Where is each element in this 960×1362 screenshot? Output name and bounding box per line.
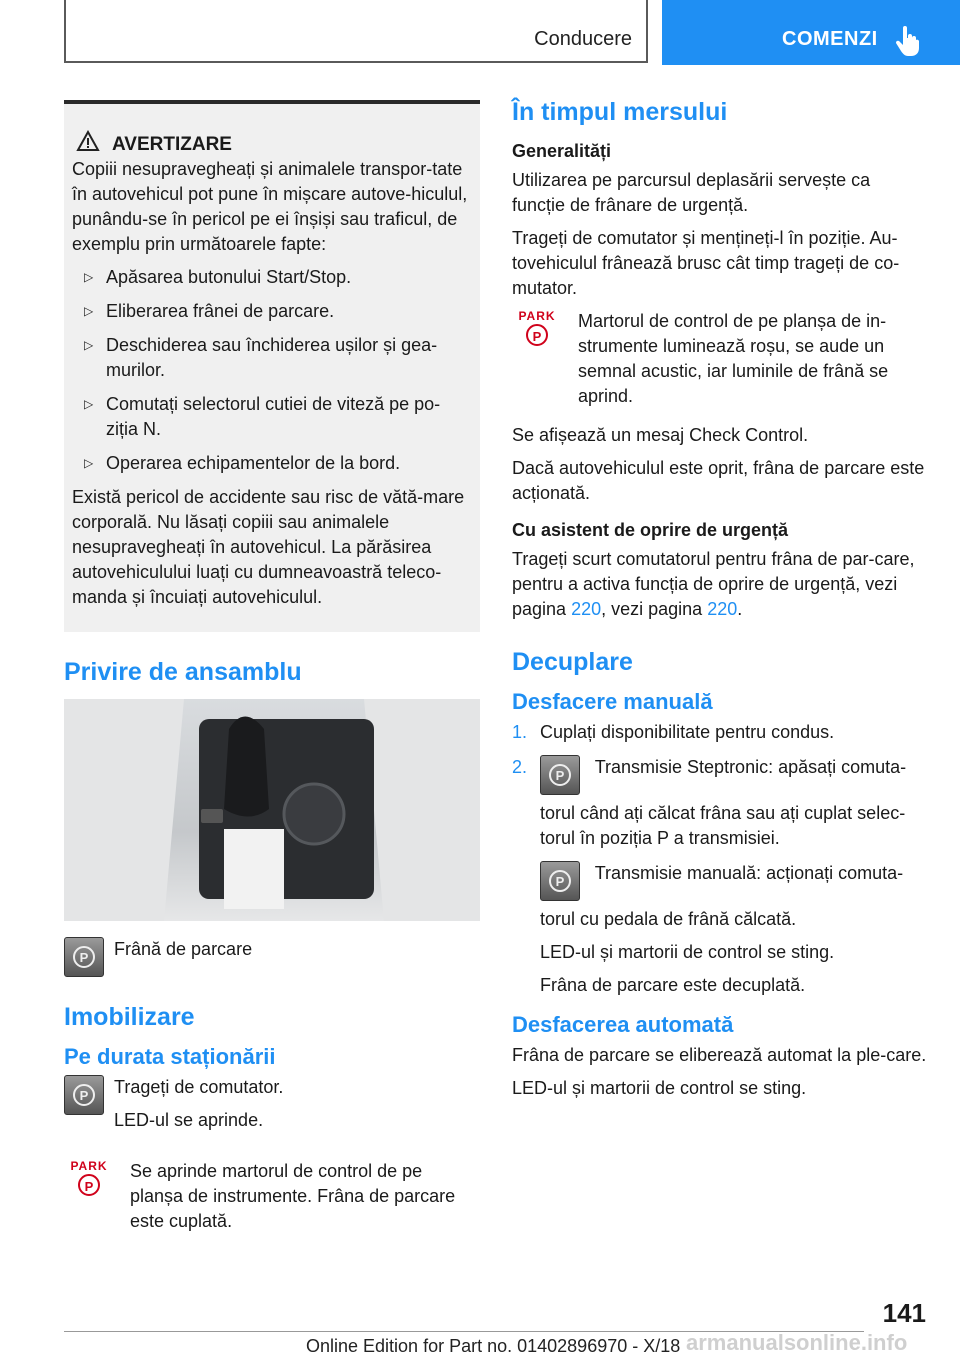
step2c-text: LED-ul și martorii de control se sting. [540,942,835,962]
park-warning-icon: PARK P [518,309,556,344]
release-heading: Decuplare [512,648,633,676]
park-warning-icon: PARK P [70,1159,108,1194]
list-item: ▷ Eliberarea frânei de parcare. [72,299,472,324]
parking-brake-button-icon: P [64,1075,104,1115]
parking-brake-button-icon: P [540,755,580,795]
list-item: ▷ Operarea echipamentelor de la bord. [72,451,472,476]
page-link[interactable]: 220 [707,599,738,619]
warning-title [112,132,472,157]
warning-list [72,265,472,476]
warning-title-text: AVERTIZARE [112,134,232,155]
pull-text: Trageți de comutator. [114,1077,284,1097]
list-item: ▷ Deschiderea sau închiderea ușilor și gea-murilor. [72,333,472,383]
list-item: ▷ Apăsarea butonului Start/Stop. [72,265,472,290]
pull-row [64,1075,480,1141]
manual-release-title: Desfacere manuală [512,689,713,714]
driving-p4: Dacă autovehiculul este oprit, frâna de parcare este acționată. [512,458,925,503]
warning-triangle-icon [76,130,100,152]
warning-box [64,100,480,632]
driving-park-text: Martorul de control de pe planșa de in-strumente luminează roșu, se aude un semnal acustic, iar luminile de frână se aprind. [578,311,889,406]
immobilize-heading: Imobilizare [64,1003,195,1031]
parking-brake-button-icon: P [64,937,104,977]
step2b-text: Transmisie manuală: acționați comuta-torul cu pedala de frână călcată. [540,863,904,929]
section-label: Conducere [534,28,632,50]
right-column [512,100,928,1109]
manual-transmission-block [512,861,928,998]
park-indicator-text: Se aprinde martorul de control de pe planșa de instrumente. Frâna de parcare este cuplată. [130,1161,456,1231]
watermark: armanualsonline.info [686,1330,908,1355]
step2d-text: Frâna de parcare este decuplată. [540,975,806,995]
driving-p2: Trageți de comutator și mențineți-l în poziție. Au-tovehiculul frânează brusc cât timp trageți de co-mutator. [512,228,900,298]
list-item: 1. Cuplați disponibilitate pentru condus. [512,722,835,742]
driving-p1: Utilizarea pe parcursul deplasării servește ca funcție de frânare de urgență. [512,170,871,215]
auto1-text: Frâna de parcare se eliberează automat la ple-care. [512,1045,927,1065]
assist-title: Cu asistent de oprire de urgență [512,520,789,540]
park-indicator-row [64,1159,480,1242]
driving-p3: Se afișează un mesaj Check Control. [512,425,809,445]
caption-row [64,937,480,977]
driving-heading: În timpul mersului [512,98,728,126]
auto2-text: LED-ul și martorii de control se sting. [512,1078,807,1098]
overview-heading: Privire de ansamblu [64,658,302,686]
left-column [64,100,480,1248]
parking-brake-button-icon: P [540,861,580,901]
release-steps [512,720,928,851]
list-item: ▷ Comutați selectorul cutiei de viteză pe po-ziția N. [72,392,472,442]
page-link[interactable]: 220 [571,599,602,619]
page-number: 141 [882,1298,926,1328]
driving-park-row [512,309,928,417]
auto-release-title: Desfacerea automată [512,1012,734,1037]
warning-intro: Copiii nesupravegheați și animalele transpor-tate în autovehicul pot pune în mișcare autove-hiculul, punându-se în pericol pe ei înșiși sau traficul, de exemplu prin următoarele fapte: [72,159,468,254]
photo-caption: Frână de parcare [114,939,253,959]
chapter-label: COMENZI [782,28,878,50]
stationary-subheading: Pe durata staționării [64,1044,276,1069]
chapter-tab [662,0,960,65]
led-text: LED-ul se aprinde. [114,1110,264,1130]
section-tab [64,0,648,63]
warning-outro: Există pericol de accidente sau risc de vătă-mare corporală. Nu lăsați copiii sau animalele nesupravegheați în autovehicul. La părăsirea autovehiculului luați cu dumneavoastră teleco-manda și încuiați autovehiculul. [72,487,465,607]
general-title: Generalități [512,141,612,161]
console-illustration [64,699,480,921]
list-item: 2. P Transmisie Steptronic: apăsați comuta-torul când ați călcat frâna sau ați cuplat selec-torul în poziția P a transmisiei. [512,757,907,848]
hand-pointer-icon [894,26,920,56]
assist-text: Trageți scurt comutatorul pentru frâna de par-care, pentru a activa funcția de oprire de urgență, vezi pagina 220, vezi pagina 220. [512,549,915,619]
edition-text: Online Edition for Part no. 01402896970 - X/18 [306,1336,681,1356]
parking-brake-photo [64,699,480,921]
